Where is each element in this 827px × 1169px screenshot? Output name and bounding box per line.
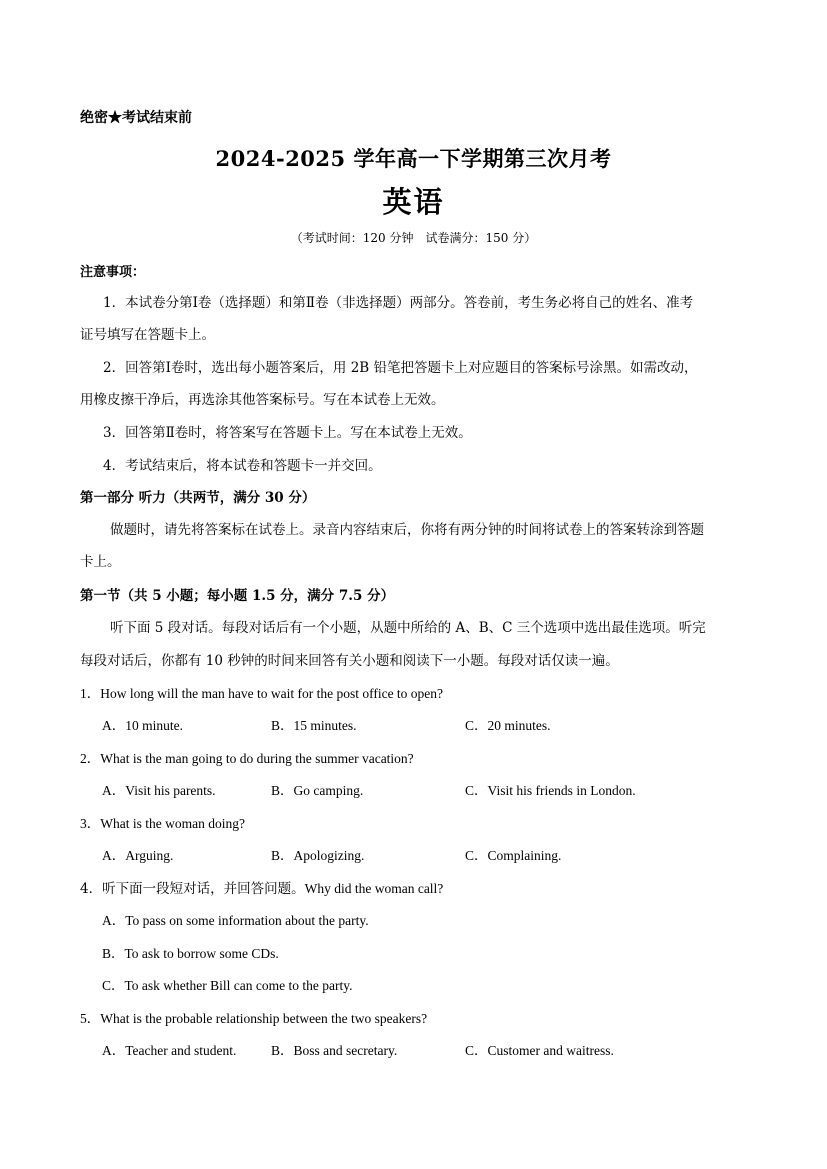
- question-4-option-b[interactable]: B．To ask to borrow some CDs.: [102, 946, 279, 961]
- question-3-stem: 3．What is the woman doing?: [80, 816, 245, 831]
- question-4-stem: [80, 877, 443, 897]
- question-5-option-c[interactable]: C．Customer and waitress.: [465, 1043, 614, 1058]
- section1-instruction: 听下面 5 段对话。每段对话后有一个小题，从题中所给的 A、B、C 三个选项中选出最佳选项。听完: [110, 620, 706, 636]
- question-2-option-a[interactable]: A．Visit his parents.: [102, 783, 216, 798]
- part1-instruction-cont: 卡上。: [80, 554, 121, 570]
- exam-time-score: （考试时间：120 分钟 试卷满分：150 分）: [290, 231, 537, 245]
- question-4-option-a[interactable]: A．To pass on some information about the party.: [102, 913, 369, 928]
- notice-item-2-cont: 用橡皮擦干净后，再选涂其他答案标号。写在本试卷上无效。: [80, 392, 445, 408]
- section1-heading: 第一节（共 5 小题；每小题 1.5 分，满分 7.5 分）: [80, 588, 395, 604]
- question-2-option-c[interactable]: C．Visit his friends in London.: [465, 783, 636, 798]
- notice-item-1: 1．本试卷分第Ⅰ卷（选择题）和第Ⅱ卷（非选择题）两部分。答卷前，考生务必将自己的姓名、准考: [103, 295, 694, 311]
- question-3-option-b[interactable]: B．Apologizing.: [271, 848, 365, 863]
- question-3-option-a[interactable]: A．Arguing.: [102, 848, 174, 863]
- question-5-option-a[interactable]: A．Teacher and student.: [102, 1043, 237, 1058]
- question-2-stem: 2．What is the man going to do during the summer vacation?: [80, 751, 414, 766]
- question-2-option-b[interactable]: B．Go camping.: [271, 783, 364, 798]
- question-1-option-c[interactable]: C．20 minutes.: [465, 718, 551, 733]
- notice-item-2: 2．回答第Ⅰ卷时，选出每小题答案后，用 2B 铅笔把答题卡上对应题目的答案标号涂黑。如需改动，: [103, 360, 698, 376]
- question-1-stem: 1．How long will the man have to wait for the post office to open?: [80, 686, 444, 701]
- question-3-option-c[interactable]: C．Complaining.: [465, 848, 562, 863]
- confidential-mark: 绝密★考试结束前: [80, 110, 192, 126]
- part1-instruction: 做题时，请先将答案标在试卷上。录音内容结束后，你将有两分钟的时间将试卷上的答案转涂到答题: [110, 522, 704, 538]
- question-1-option-b[interactable]: B．15 minutes.: [271, 718, 357, 733]
- notice-item-4: 4．考试结束后，将本试卷和答题卡一并交回。: [103, 458, 382, 474]
- question-4-stem-en: Why did the woman call?: [304, 881, 444, 896]
- notice-item-3: 3．回答第Ⅱ卷时，将答案写在答题卡上。写在本试卷上无效。: [103, 425, 472, 441]
- question-5-stem: 5．What is the probable relationship between the two speakers?: [80, 1011, 428, 1026]
- question-1-option-a[interactable]: A．10 minute.: [102, 718, 183, 733]
- section1-instruction-cont: 每段对话后，你都有 10 秒钟的时间来回答有关小题和阅读下一小题。每段对话仅读一遍。: [80, 653, 619, 669]
- part1-heading: 第一部分 听力（共两节，满分 30 分）: [80, 490, 316, 506]
- subject-title: 英语: [382, 185, 445, 219]
- notice-heading: 注意事项：: [80, 265, 146, 280]
- question-4-stem-cn: 4．听下面一段短对话，并回答问题。: [80, 881, 305, 897]
- question-4-option-c[interactable]: C．To ask whether Bill can come to the party.: [102, 978, 353, 993]
- notice-item-1-cont: 证号填写在答题卡上。: [80, 327, 215, 343]
- question-5-option-b[interactable]: B．Boss and secretary.: [271, 1043, 398, 1058]
- exam-title: 2024-2025 学年高一下学期第三次月考: [215, 146, 612, 171]
